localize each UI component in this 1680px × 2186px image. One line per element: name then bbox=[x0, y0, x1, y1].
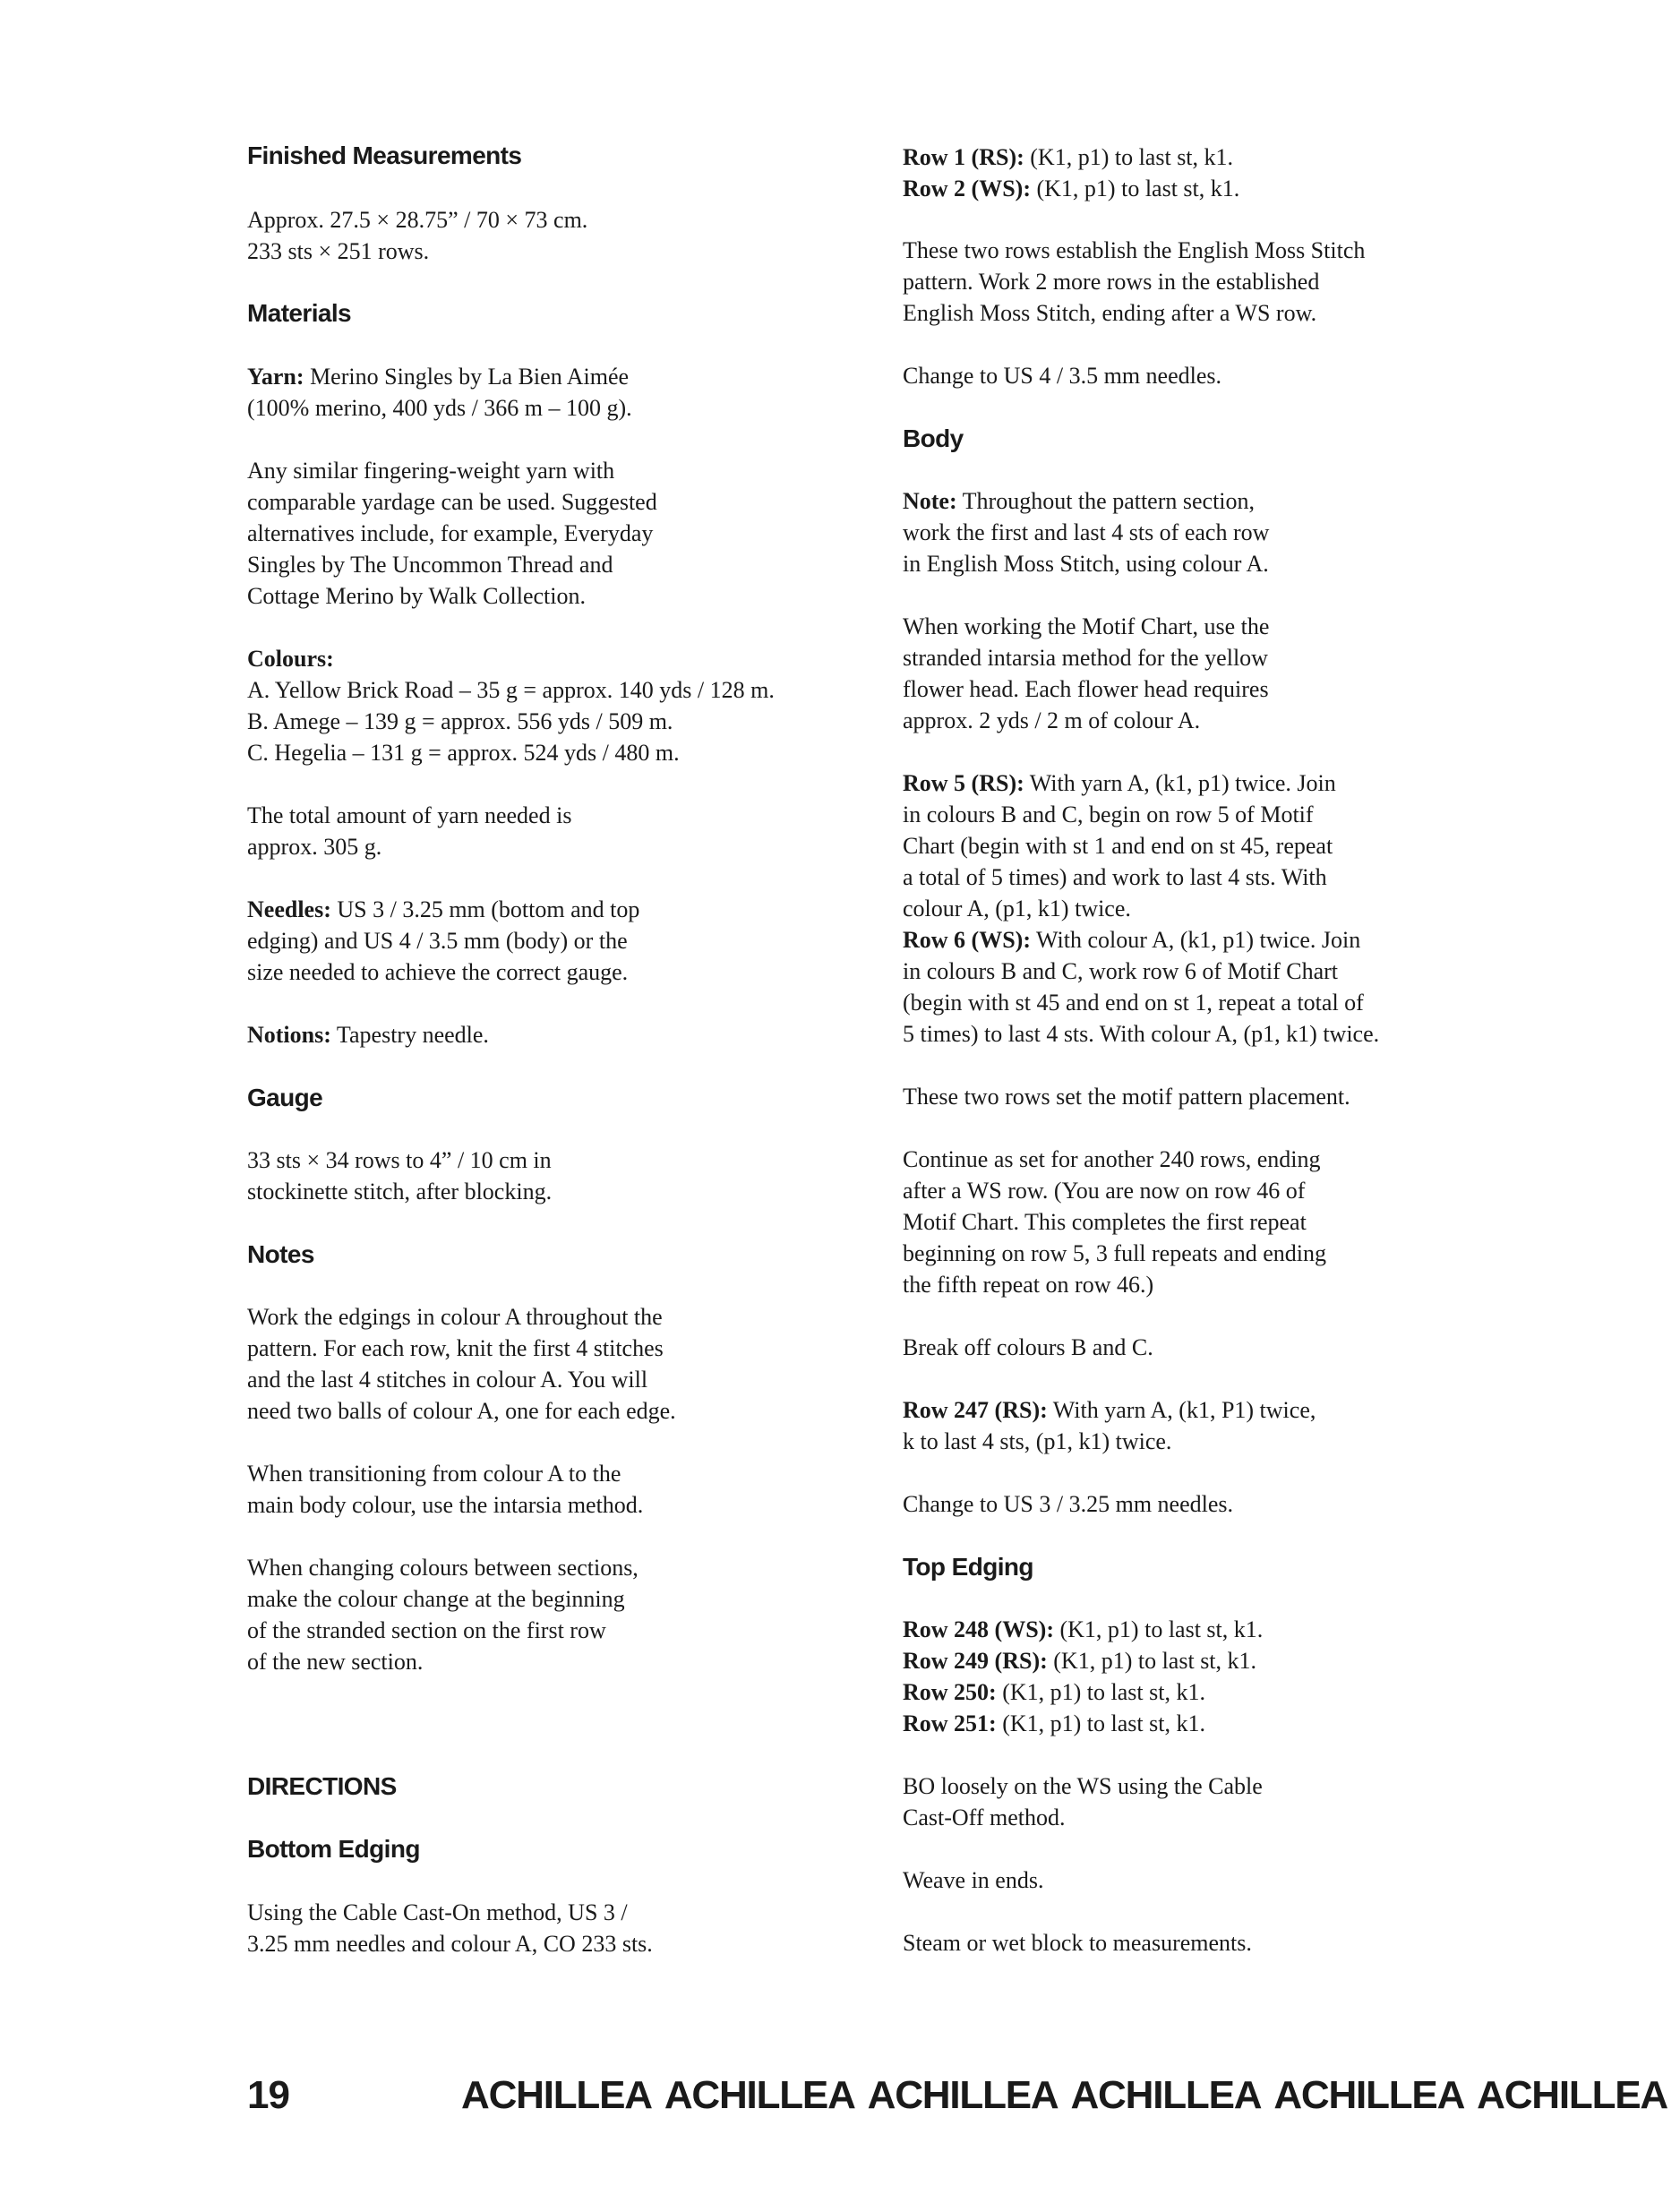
text-line bbox=[247, 361, 874, 392]
finished-measurements-section bbox=[247, 140, 874, 171]
rows-248-251-paragraph bbox=[903, 1614, 1530, 1739]
row-text: (K1, p1) to last st, k1. bbox=[1024, 144, 1234, 170]
text-line bbox=[903, 173, 1530, 204]
text-line bbox=[903, 767, 1530, 799]
text-line: Using the Cable Cast-On method, US 3 / bbox=[247, 1899, 628, 1925]
band-word: ACHILLEA bbox=[664, 2073, 855, 2117]
band-word: ACHILLEA bbox=[867, 2073, 1059, 2117]
text-line: These two rows set the motif pattern placement. bbox=[903, 1084, 1350, 1110]
text-line: Approx. 27.5 × 28.75” / 70 × 73 cm. bbox=[247, 207, 588, 233]
row-247-paragraph bbox=[903, 1394, 1530, 1457]
notions-text: Tapestry needle. bbox=[330, 1022, 489, 1048]
gauge-paragraph bbox=[247, 1144, 874, 1207]
row-text: (K1, p1) to last st, k1. bbox=[996, 1710, 1205, 1736]
text-line: in colours B and C, work row 6 of Motif Chart bbox=[903, 958, 1339, 984]
text-line bbox=[903, 1708, 1530, 1739]
row-text: (K1, p1) to last st, k1. bbox=[1031, 176, 1240, 201]
row-label: Row 248 (WS): bbox=[903, 1616, 1054, 1642]
directions-section bbox=[247, 1770, 874, 1802]
notes-paragraph-3 bbox=[247, 1552, 874, 1677]
text-line: k to last 4 sts, (p1, k1) twice. bbox=[903, 1428, 1172, 1454]
text-line: When changing colours between sections, bbox=[247, 1555, 639, 1581]
text-line: alternatives include, for example, Everyday bbox=[247, 520, 654, 546]
row-text: With yarn A, (k1, p1) twice. Join bbox=[1024, 770, 1336, 796]
text-line: of the stranded section on the first row bbox=[247, 1617, 606, 1643]
establish-paragraph bbox=[903, 235, 1530, 329]
text-line: approx. 305 g. bbox=[247, 834, 382, 860]
notes-heading: Notes bbox=[247, 1240, 314, 1268]
break-off-paragraph bbox=[903, 1332, 1530, 1363]
materials-heading: Materials bbox=[247, 299, 351, 327]
note-label: Note: bbox=[903, 488, 957, 514]
notes-section bbox=[247, 1239, 874, 1270]
change-us4-paragraph bbox=[903, 360, 1530, 391]
body-heading: Body bbox=[903, 424, 964, 452]
row-text: With yarn A, (k1, P1) twice, bbox=[1047, 1397, 1316, 1423]
needles-text: US 3 / 3.25 mm (bottom and top bbox=[330, 896, 640, 922]
text-line: Continue as set for another 240 rows, ending bbox=[903, 1146, 1321, 1172]
notions-paragraph bbox=[247, 1019, 874, 1050]
weave-paragraph bbox=[903, 1865, 1530, 1896]
text-line bbox=[903, 1676, 1530, 1708]
text-line: 33 sts × 34 rows to 4” / 10 cm in bbox=[247, 1147, 552, 1173]
rows-5-6-paragraph bbox=[903, 767, 1530, 1050]
row-label: Row 5 (RS): bbox=[903, 770, 1024, 796]
text-line: C. Hegelia – 131 g = approx. 524 yds / 480 m. bbox=[247, 740, 680, 766]
body-section bbox=[903, 423, 1530, 454]
top-edging-section bbox=[903, 1551, 1530, 1582]
text-line: Change to US 3 / 3.25 mm needles. bbox=[903, 1491, 1234, 1517]
text-line: after a WS row. (You are now on row 46 of bbox=[903, 1178, 1306, 1204]
text-line: 5 times) to last 4 sts. With colour A, (p1, k1) twice. bbox=[903, 1021, 1380, 1047]
bottom-edging-heading: Bottom Edging bbox=[247, 1835, 420, 1863]
text-line: approx. 2 yds / 2 m of colour A. bbox=[903, 707, 1201, 733]
text-line: a total of 5 times) and work to last 4 sts. With bbox=[903, 864, 1327, 890]
text-line: main body colour, use the intarsia method. bbox=[247, 1492, 644, 1518]
title-band bbox=[461, 2073, 1667, 2127]
band-word: ACHILLEA bbox=[1477, 2073, 1667, 2117]
text-line: need two balls of colour A, one for each edge. bbox=[247, 1398, 676, 1424]
text-line: pattern. Work 2 more rows in the established bbox=[903, 269, 1320, 295]
text-line: of the new section. bbox=[247, 1649, 424, 1675]
text-line: stockinette stitch, after blocking. bbox=[247, 1179, 553, 1204]
continue-paragraph bbox=[903, 1144, 1530, 1300]
text-line: Steam or wet block to measurements. bbox=[903, 1930, 1252, 1956]
text-line: comparable yardage can be used. Suggested bbox=[247, 489, 657, 515]
colours-label: Colours: bbox=[247, 646, 334, 672]
body-note-paragraph bbox=[903, 485, 1530, 579]
text-line: These two rows establish the English Moss Stitch bbox=[903, 237, 1366, 263]
band-word: ACHILLEA bbox=[1273, 2073, 1465, 2117]
text-line: Motif Chart. This completes the first repeat bbox=[903, 1209, 1307, 1235]
text-line: Work the edgings in colour A throughout the bbox=[247, 1304, 663, 1330]
text-line: flower head. Each flower head requires bbox=[903, 676, 1269, 702]
text-line: 233 sts × 251 rows. bbox=[247, 238, 430, 264]
text-line: colour A, (p1, k1) twice. bbox=[903, 896, 1131, 922]
text-line: A. Yellow Brick Road – 35 g = approx. 140 yds / 128 m. bbox=[247, 677, 775, 703]
bind-off-paragraph bbox=[903, 1770, 1530, 1833]
text-line: Cast-Off method. bbox=[903, 1805, 1066, 1830]
colours-paragraph bbox=[247, 643, 874, 768]
top-edging-heading: Top Edging bbox=[903, 1553, 1033, 1581]
notes-paragraph-2 bbox=[247, 1458, 874, 1521]
needles-label: Needles: bbox=[247, 896, 331, 922]
text-line: Change to US 4 / 3.5 mm needles. bbox=[903, 363, 1222, 389]
text-line: make the colour change at the beginning bbox=[247, 1586, 625, 1612]
text-line: in colours B and C, begin on row 5 of Motif bbox=[903, 802, 1314, 827]
text-line: the fifth repeat on row 46.) bbox=[903, 1272, 1154, 1298]
text-line bbox=[903, 1394, 1530, 1426]
row-text: With colour A, (k1, p1) twice. Join bbox=[1031, 927, 1361, 953]
row-label: Row 247 (RS): bbox=[903, 1397, 1048, 1423]
band-word: ACHILLEA bbox=[1070, 2073, 1262, 2117]
row-label: Row 1 (RS): bbox=[903, 144, 1024, 170]
text-line: size needed to achieve the correct gauge. bbox=[247, 959, 629, 985]
text-line: B. Amege – 139 g = approx. 556 yds / 509 m. bbox=[247, 708, 673, 734]
page-number: 19 bbox=[247, 2073, 289, 2117]
text-line: When transitioning from colour A to the bbox=[247, 1461, 621, 1487]
text-line bbox=[247, 643, 874, 674]
note-text: Throughout the pattern section, bbox=[956, 488, 1256, 514]
text-line bbox=[903, 485, 1530, 517]
text-line: stranded intarsia method for the yellow bbox=[903, 645, 1268, 671]
needles-paragraph bbox=[247, 894, 874, 988]
text-line: Weave in ends. bbox=[903, 1867, 1044, 1893]
text-line bbox=[247, 894, 874, 925]
gauge-section bbox=[247, 1082, 874, 1113]
total-yarn-paragraph bbox=[247, 800, 874, 862]
yarn-text: Merino Singles by La Bien Aimée bbox=[304, 364, 630, 390]
text-line: The total amount of yarn needed is bbox=[247, 802, 572, 828]
steam-paragraph bbox=[903, 1927, 1530, 1959]
gauge-heading: Gauge bbox=[247, 1084, 323, 1111]
row-label: Row 2 (WS): bbox=[903, 176, 1031, 201]
text-line: (100% merino, 400 yds / 366 m – 100 g). bbox=[247, 395, 632, 421]
text-line: beginning on row 5, 3 full repeats and ending bbox=[903, 1240, 1326, 1266]
bottom-edging-paragraph bbox=[247, 1897, 874, 1959]
text-line bbox=[247, 1019, 874, 1050]
text-line: work the first and last 4 sts of each row bbox=[903, 519, 1270, 545]
text-line: When working the Motif Chart, use the bbox=[903, 613, 1270, 639]
similar-yarn-paragraph bbox=[247, 455, 874, 612]
row-text: (K1, p1) to last st, k1. bbox=[1054, 1616, 1264, 1642]
text-line: and the last 4 stitches in colour A. You will bbox=[247, 1367, 648, 1393]
yarn-label: Yarn: bbox=[247, 364, 304, 390]
notes-paragraph-1 bbox=[247, 1301, 874, 1427]
text-line: BO loosely on the WS using the Cable bbox=[903, 1773, 1263, 1799]
text-line: Cottage Merino by Walk Collection. bbox=[247, 583, 586, 609]
text-line: 3.25 mm needles and colour A, CO 233 sts. bbox=[247, 1931, 653, 1957]
notions-label: Notions: bbox=[247, 1022, 331, 1048]
motif-chart-paragraph bbox=[903, 611, 1530, 736]
text-line: in English Moss Stitch, using colour A. bbox=[903, 551, 1269, 577]
directions-heading: DIRECTIONS bbox=[247, 1772, 397, 1800]
finished-measurements-heading: Finished Measurements bbox=[247, 141, 522, 169]
finished-measurements-text bbox=[247, 204, 874, 267]
text-line bbox=[903, 924, 1530, 956]
text-line: Any similar fingering-weight yarn with bbox=[247, 458, 615, 484]
text-line bbox=[903, 1614, 1530, 1645]
text-line: English Moss Stitch, ending after a WS row. bbox=[903, 300, 1317, 326]
row-label: Row 6 (WS): bbox=[903, 927, 1031, 953]
text-line: Chart (begin with st 1 and end on st 45, repeat bbox=[903, 833, 1333, 859]
text-line: edging) and US 4 / 3.5 mm (body) or the bbox=[247, 928, 628, 954]
set-placement-paragraph bbox=[903, 1081, 1530, 1112]
band-word: ACHILLEA bbox=[461, 2073, 652, 2117]
row-text: (K1, p1) to last st, k1. bbox=[996, 1679, 1205, 1705]
row-label: Row 250: bbox=[903, 1679, 997, 1705]
rows-1-2-paragraph bbox=[903, 141, 1530, 204]
bottom-edging-section bbox=[247, 1833, 874, 1865]
row-label: Row 249 (RS): bbox=[903, 1648, 1048, 1674]
text-line: pattern. For each row, knit the first 4 stitches bbox=[247, 1335, 664, 1361]
text-line: (begin with st 45 and end on st 1, repeat a total of bbox=[903, 990, 1364, 1016]
row-label: Row 251: bbox=[903, 1710, 997, 1736]
change-us3-paragraph bbox=[903, 1488, 1530, 1520]
text-line bbox=[903, 1645, 1530, 1676]
text-line: Break off colours B and C. bbox=[903, 1334, 1153, 1360]
text-line: Singles by The Uncommon Thread and bbox=[247, 552, 613, 578]
yarn-paragraph bbox=[247, 361, 874, 424]
materials-section bbox=[247, 297, 874, 329]
text-line bbox=[903, 141, 1530, 173]
row-text: (K1, p1) to last st, k1. bbox=[1047, 1648, 1257, 1674]
